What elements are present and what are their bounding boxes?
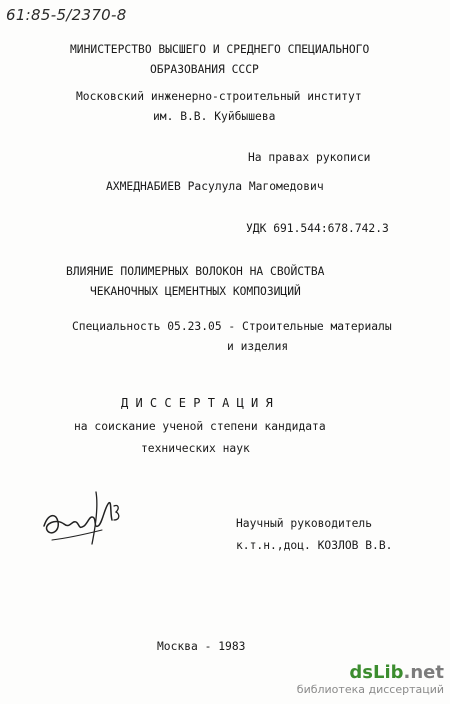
author-name: АХМЕДНАБИЕВ Расулула Магомедович: [106, 180, 324, 193]
ministry-line-1: МИНИСТЕРСТВО ВЫСШЕГО И СРЕДНЕГО СПЕЦИАЛЬНОГО: [70, 43, 370, 56]
archive-reference-handwritten: 61:85-5/2370-8: [6, 6, 127, 24]
title-line-2: ЧЕКАНОЧНЫХ ЦЕМЕНТНЫХ КОМПОЗИЦИЙ: [90, 285, 301, 298]
speciality-line-1: Специальность 05.23.05 - Строительные материалы: [72, 320, 392, 333]
title-line-1: ВЛИЯНИЕ ПОЛИМЕРНЫХ ВОЛОКОН НА СВОЙСТВА: [66, 265, 325, 278]
watermark-domain: .net: [403, 662, 444, 683]
watermark-brand: dsLib: [349, 662, 404, 683]
speciality-line-2: и изделия: [227, 340, 289, 353]
supervisor-name: к.т.н.,доц. КОЗЛОВ В.В.: [236, 539, 393, 552]
dslib-watermark: [297, 663, 444, 696]
institute-line-2: им. В.В. Куйбышева: [153, 110, 276, 123]
document-type: Д И С С Е Р Т А Ц И Я: [121, 396, 273, 410]
manuscript-rights: На правах рукописи: [248, 151, 371, 164]
degree-line-1: на соискание ученой степени кандидата: [74, 420, 326, 433]
udc-code: УДК 691.544:678.742.3: [246, 222, 389, 235]
watermark-caption: библиотека диссертаций: [296, 683, 444, 696]
institute-line-1: Московский инженерно-строительный институт: [76, 90, 362, 103]
supervisor-label: Научный руководитель: [236, 517, 373, 530]
city-year: Москва - 1983: [157, 640, 246, 653]
handwritten-signature: [38, 484, 128, 556]
degree-line-2: технических наук: [141, 442, 250, 455]
ministry-line-2: ОБРАЗОВАНИЯ СССР: [150, 63, 259, 76]
